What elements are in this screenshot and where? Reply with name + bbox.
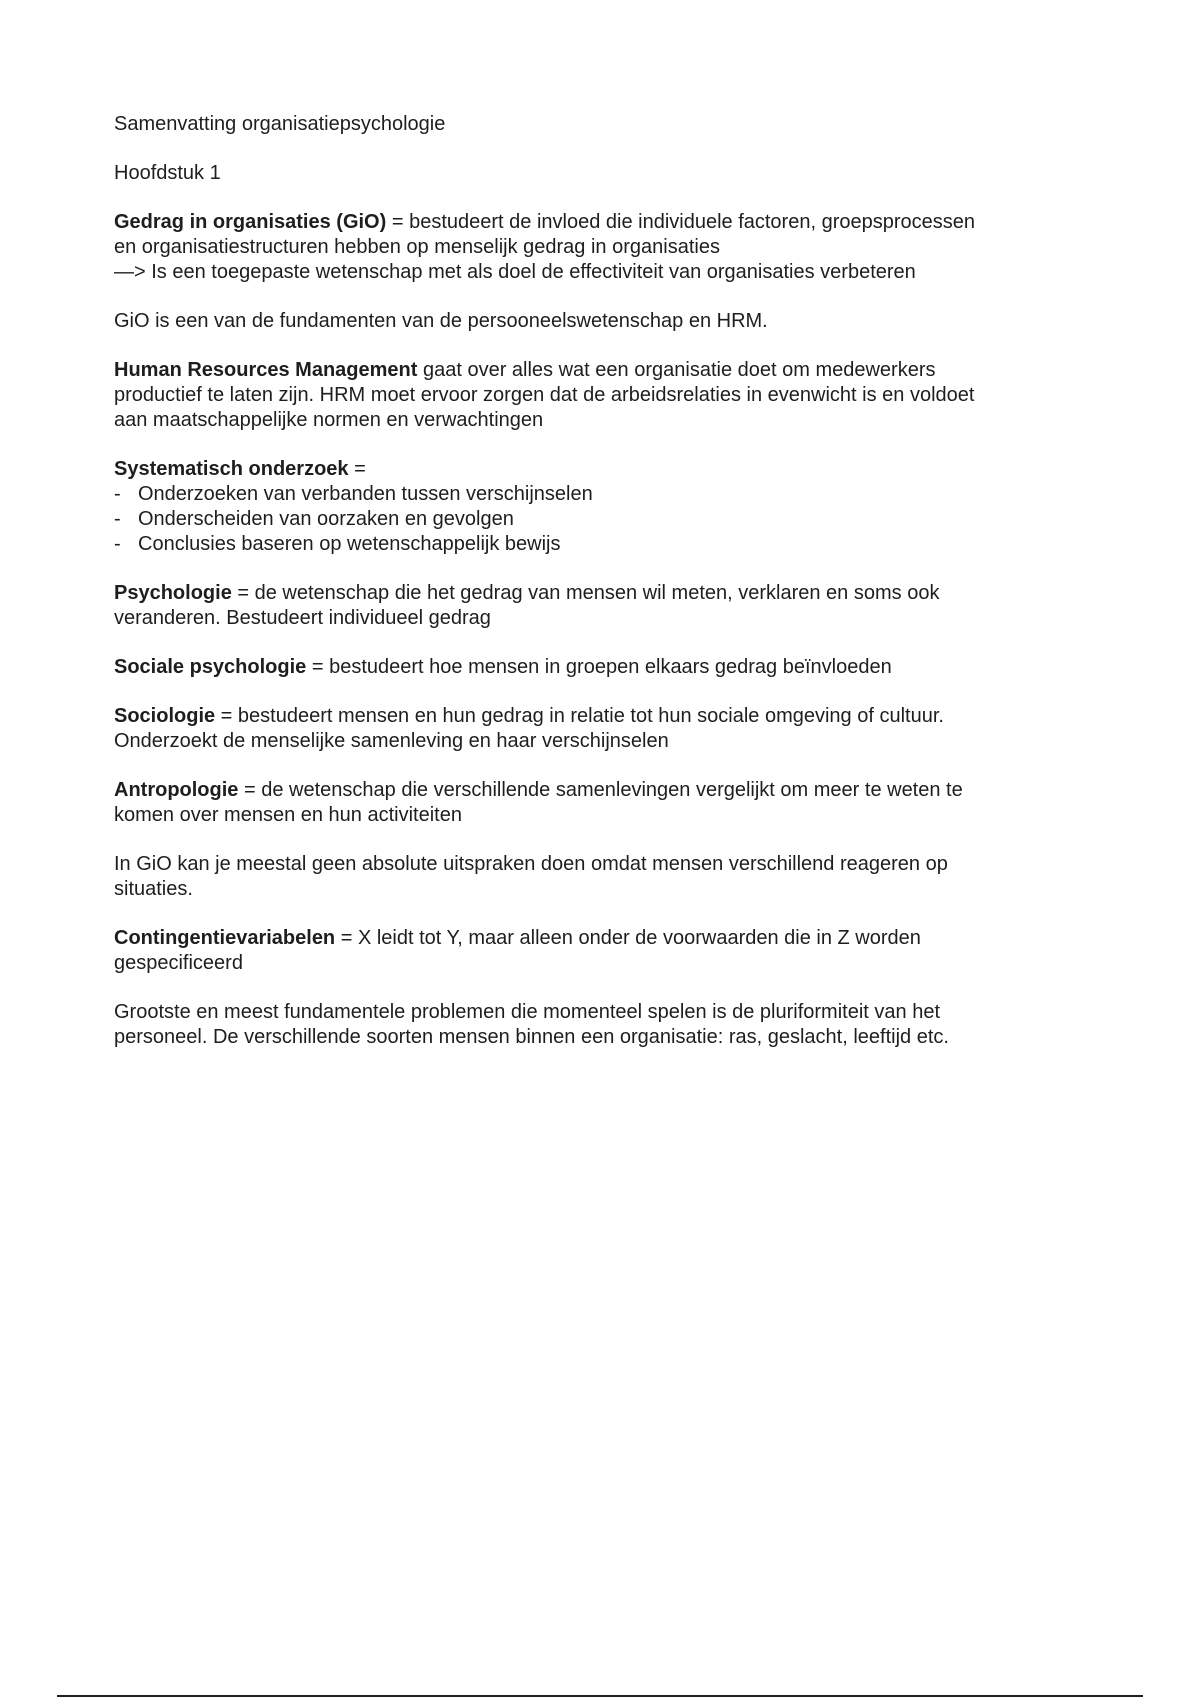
term-anthropology: Antropologie [114,779,239,801]
list-item: - Onderscheiden van oorzaken en gevolgen [114,508,514,530]
paragraph-sociology: Sociologie = bestudeert mensen en hun gedrag in relatie tot hun sociale omgeving of cultuur. Onderzoekt de menselijke samenleving en haar verschijnselen [114,705,944,752]
dash-bullet: - [114,533,121,555]
document-title: Samenvatting organisatiepsychologie [114,113,446,135]
list-item: - Onderzoeken van verbanden tussen verschijnselen [114,483,593,505]
dash-bullet: - [114,508,121,530]
paragraph-systematic-research: Systematisch onderzoek = - Onderzoeken van verbanden tussen verschijnselen - Onderscheiden van oorzaken en gevolgen - Conclusies baseren op wetenschappelijk bewijs [114,457,1100,557]
chapter-heading: Hoofdstuk 1 [114,162,221,184]
document-page [114,112,1100,1074]
paragraph-contingency: Contingentievariabelen = X leidt tot Y, maar alleen onder de voorwaarden die in Z worden gespecificeerd [114,927,921,974]
paragraph-absolute-statements: In GiO kan je meestal geen absolute uitspraken doen omdat mensen verschillend reageren op situaties. [114,853,948,900]
term-systematic-research: Systematisch onderzoek [114,458,349,480]
term-gio: Gedrag in organisaties (GiO) [114,211,387,233]
paragraph-gio-foundation: GiO is een van de fundamenten van de persooneelswetenschap en HRM. [114,310,768,332]
paragraph-problems: Grootste en meest fundamentele problemen die momenteel spelen is de pluriformiteit van het personeel. De verschillende soorten mensen binnen een organisatie: ras, geslacht, leeftijd etc. [114,1001,949,1048]
term-hrm: Human Resources Management [114,359,418,381]
term-psychology: Psychologie [114,582,232,604]
term-contingency: Contingentievariabelen [114,927,336,949]
paragraph-social-psychology: Sociale psychologie = bestudeert hoe mensen in groepen elkaars gedrag beïnvloeden [114,656,892,678]
term-sociology: Sociologie [114,705,216,727]
paragraph-hrm: Human Resources Management gaat over alles wat een organisatie doet om medewerkers productief te laten zijn. HRM moet ervoor zorgen dat de arbeidsrelaties in evenwicht is en voldoet aan maatschappelijke normen en verwachtingen [114,359,975,431]
list-item: - Conclusies baseren op wetenschappelijk bewijs [114,533,561,555]
term-social-psychology: Sociale psychologie [114,656,307,678]
paragraph-anthropology: Antropologie = de wetenschap die verschillende samenlevingen vergelijkt om meer te weten te komen over mensen en hun activiteiten [114,779,963,826]
systematic-research-list [114,482,1100,557]
dash-bullet: - [114,483,121,505]
paragraph-psychology: Psychologie = de wetenschap die het gedrag van mensen wil meten, verklaren en soms ook veranderen. Bestudeert individueel gedrag [114,582,940,629]
paragraph-gio-definition: Gedrag in organisaties (GiO) = bestudeert de invloed die individuele factoren, groepsprocessen en organisatiestructuren hebben op menselijk gedrag in organisaties —> Is een toegepaste wetenschap met als doel de effectiviteit van organisaties verbeteren [114,211,976,283]
footer-divider [57,1695,1143,1697]
